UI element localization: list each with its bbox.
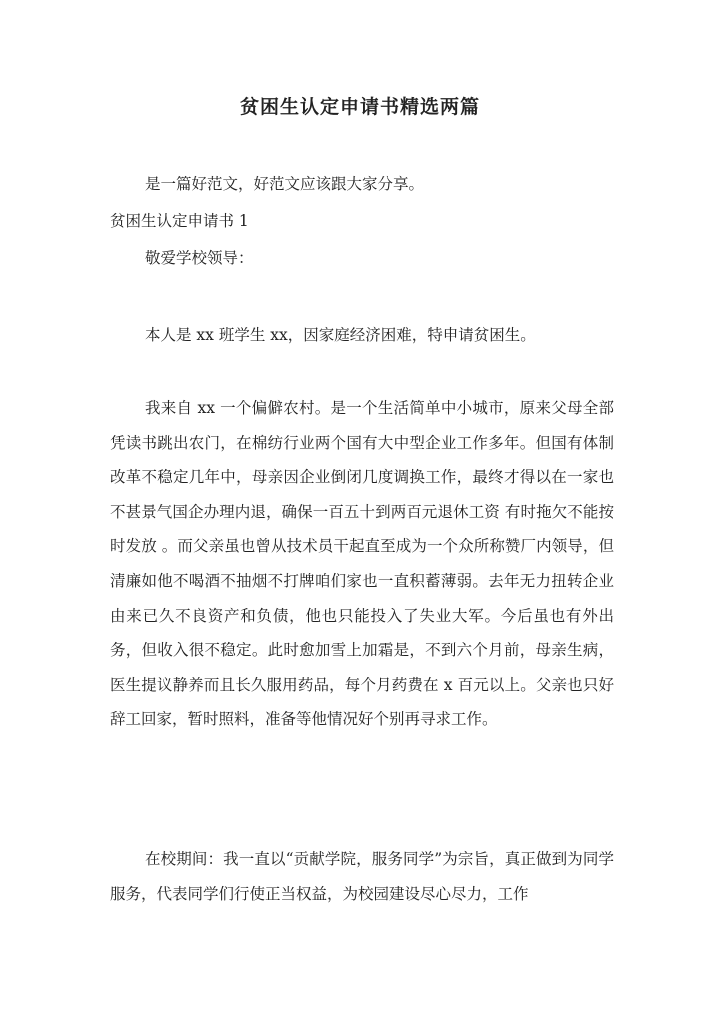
section-heading: 贫困生认定申请书 1: [110, 212, 249, 230]
paragraph-2: 我来自 xx 一个偏僻农村。是一个生活简单中小城市，原来父母全部凭读书跳出农门，在棉纺行业两个国有大中型企业工作多年。但国有体制改革不稳定几年中，母亲因企业倒闭几度调换工作，最终才得以在一家也不甚景气国企办理内退，确保一百五十到两百元退休工资 有时拖欠不能按时发放 。而父亲虽也曾从技术员干起直至成为一个众所称赞厂内领导，但清廉如他不喝酒不抽烟不打牌咱们家也一直积蓄薄弱。去年无力扭转企业由来已久不良资产和负债，他也只能投入了失业大军。今后虽也有外出务，但收入很不稳定。此时愈加雪上加霜是，不到六个月前，母亲生病，医生提议静养而且长久服用药品，每个月药费在 x 百元以上。父亲也只好辞工回家，暂时照料，准备等他情况好个别再寻求工作。: [110, 399, 614, 729]
paragraph-3: 在校期间：我一直以“贡献学院，服务同学”为宗旨，真正做到为同学服务，代表同学们行使正当权益，为校园建设尽心尽力，工作: [110, 850, 614, 903]
paragraph-1: 本人是 xx 班学生 xx，因家庭经济困难，特申请贫困生。: [145, 326, 536, 344]
salutation: 敬爱学校领导：: [145, 249, 254, 267]
document-title: 贫困生认定申请书精选两篇: [239, 96, 480, 118]
intro-line: 是一篇好范文，好范文应该跟大家分享。: [145, 175, 425, 193]
